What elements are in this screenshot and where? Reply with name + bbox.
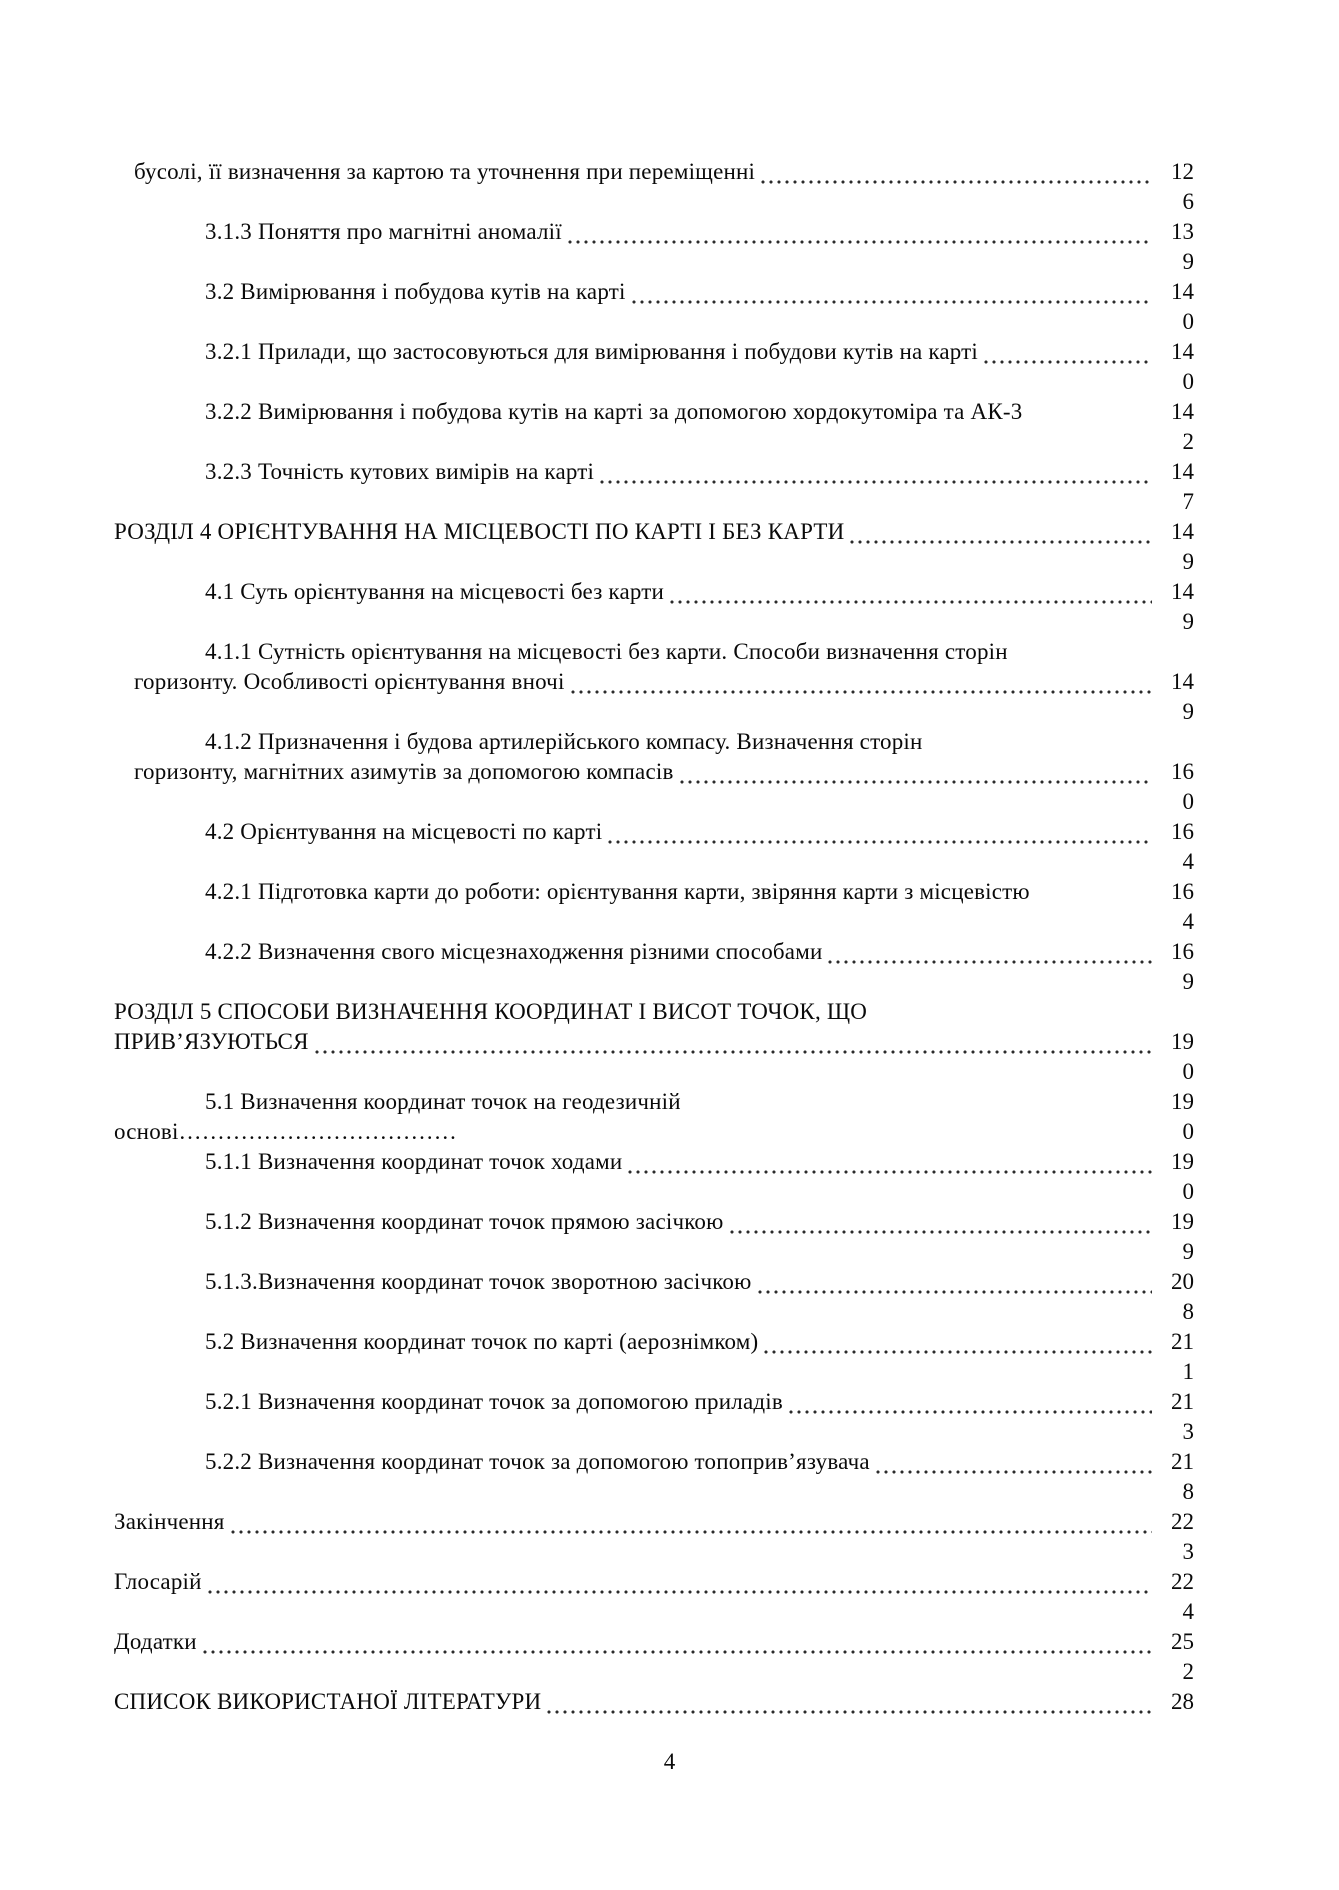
dot-leader — [685, 1087, 1152, 1117]
toc-entry-title: Додатки — [114, 1629, 197, 1654]
toc-line — [0, 1627, 1339, 1657]
toc-page-number: 9 — [1182, 1239, 1194, 1264]
toc-page-number: 9 — [1182, 699, 1194, 724]
toc-line — [0, 487, 1339, 517]
table-of-contents — [0, 157, 1339, 1717]
toc-entry-title: 3.1.3 Поняття про магнітні аномалії — [205, 219, 562, 244]
toc-line — [0, 337, 1339, 367]
toc-line — [0, 1387, 1339, 1417]
toc-line — [0, 757, 1339, 787]
page-number-footer: 4 — [663, 1749, 676, 1774]
toc-page-number: 19 — [1171, 1149, 1194, 1174]
toc-page-number: 1 — [1182, 1359, 1194, 1384]
toc-entry-title: 4.2 Орієнтування на місцевості по карті — [205, 819, 603, 844]
toc-page-number: 28 — [1171, 1689, 1194, 1714]
toc-page-number: 14 — [1171, 519, 1194, 544]
dot-leader — [118, 697, 1152, 727]
dot-leader — [762, 1327, 1152, 1357]
toc-page-number: 7 — [1182, 489, 1194, 514]
toc-line — [0, 1237, 1339, 1267]
toc-page-number: 14 — [1171, 579, 1194, 604]
toc-page-number: 14 — [1171, 279, 1194, 304]
toc-entry-title: 5.2.2 Визначення координат точок за допомогою топоприв’язувача — [205, 1449, 870, 1474]
toc-line — [0, 1207, 1339, 1237]
toc-entry-title: горизонту. Особливості орієнтування вночі — [134, 669, 565, 694]
toc-entry-title: 5.1.3.Визначення координат точок зворотною засічкою — [205, 1269, 752, 1294]
dot-leader — [598, 457, 1152, 487]
toc-line — [0, 1147, 1339, 1177]
toc-page-number: 16 — [1171, 879, 1194, 904]
toc-page-number: 0 — [1182, 369, 1194, 394]
dot-leader — [118, 487, 1152, 517]
dot-leader — [118, 1357, 1152, 1387]
toc-line — [0, 607, 1339, 637]
toc-line — [0, 907, 1339, 937]
dot-leader — [118, 1057, 1152, 1087]
dot-leader — [118, 967, 1152, 997]
toc-line — [0, 997, 1339, 1027]
dot-leader — [118, 427, 1152, 457]
dot-leader — [1034, 877, 1152, 907]
toc-page-number: 14 — [1171, 669, 1194, 694]
toc-entry-title: 5.1 Визначення координат точок на геодезичній — [205, 1089, 681, 1114]
toc-page-number: 22 — [1171, 1509, 1194, 1534]
dot-leader — [461, 1117, 1152, 1147]
toc-page-number: 9 — [1182, 609, 1194, 634]
toc-line — [0, 1267, 1339, 1297]
toc-line — [0, 1297, 1339, 1327]
toc-entry-title: СПИСОК ВИКОРИСТАНОЇ ЛІТЕРАТУРИ — [114, 1689, 542, 1714]
toc-line — [0, 637, 1339, 667]
dot-leader — [118, 307, 1152, 337]
toc-page-number: 25 — [1171, 1629, 1194, 1654]
toc-page-number: 0 — [1182, 309, 1194, 334]
dot-leader — [728, 1207, 1152, 1237]
toc-page-number: 4 — [1182, 849, 1194, 874]
toc-line — [0, 847, 1339, 877]
toc-page-number: 13 — [1171, 219, 1194, 244]
dot-leader — [678, 757, 1152, 787]
toc-entry-title: 5.2 Визначення координат точок по карті (аерознімком) — [205, 1329, 759, 1354]
dot-leader — [118, 187, 1152, 217]
toc-page-number: 0 — [1182, 1119, 1194, 1144]
toc-line — [0, 1087, 1339, 1117]
toc-line — [0, 577, 1339, 607]
dot-leader — [118, 1597, 1152, 1627]
toc-line — [0, 1057, 1339, 1087]
dot-leader — [871, 997, 1152, 1027]
toc-line — [0, 1597, 1339, 1627]
toc-entry-title: Закінчення — [114, 1509, 225, 1534]
toc-page-number: 19 — [1171, 1029, 1194, 1054]
toc-line — [0, 1177, 1339, 1207]
dot-leader — [229, 1507, 1152, 1537]
toc-entry-title: 3.2 Вимірювання і побудова кутів на карті — [205, 279, 626, 304]
toc-line — [0, 307, 1339, 337]
toc-line — [0, 967, 1339, 997]
toc-page-number: 3 — [1182, 1539, 1194, 1564]
toc-line — [0, 937, 1339, 967]
dot-leader — [756, 1267, 1152, 1297]
toc-line — [0, 1567, 1339, 1597]
dot-leader — [118, 847, 1152, 877]
toc-page-number: 8 — [1182, 1299, 1194, 1324]
dot-leader — [1012, 637, 1152, 667]
toc-entry-title: 4.1.2 Призначення і будова артилерійського компасу. Визначення сторін — [205, 729, 923, 754]
toc-entry-title: РОЗДІЛ 4 ОРІЄНТУВАННЯ НА МІСЦЕВОСТІ ПО КАРТІ І БЕЗ КАРТИ — [114, 519, 845, 544]
toc-line — [0, 1687, 1339, 1717]
dot-leader — [118, 247, 1152, 277]
toc-entry-title: РОЗДІЛ 5 СПОСОБИ ВИЗНАЧЕННЯ КООРДИНАТ І ВИСОТ ТОЧОК, ЩО — [114, 999, 868, 1024]
toc-line — [0, 367, 1339, 397]
dot-leader — [118, 367, 1152, 397]
toc-line — [0, 787, 1339, 817]
toc-page-number: 19 — [1171, 1209, 1194, 1234]
toc-line — [0, 727, 1339, 757]
dot-leader — [118, 1657, 1152, 1687]
toc-entry-title: горизонту, магнітних азимутів за допомогою компасів — [134, 759, 674, 784]
toc-entry-title: 3.2.3 Точність кутових вимірів на карті — [205, 459, 595, 484]
dot-leader — [201, 1627, 1152, 1657]
toc-page-number: 3 — [1182, 1419, 1194, 1444]
dot-leader — [826, 937, 1152, 967]
dot-leader — [118, 547, 1152, 577]
dot-leader — [118, 607, 1152, 637]
dot-leader — [630, 277, 1152, 307]
dot-leader — [759, 157, 1152, 187]
dot-leader — [569, 667, 1152, 697]
toc-line — [0, 217, 1339, 247]
toc-page-number: 12 — [1171, 159, 1194, 184]
toc-entry-title: Глосарій — [114, 1569, 202, 1594]
dot-leader — [606, 817, 1152, 847]
dot-leader — [118, 1237, 1152, 1267]
toc-line — [0, 1117, 1339, 1147]
toc-page-number: 21 — [1171, 1389, 1194, 1414]
dot-leader — [313, 1027, 1152, 1057]
dot-leader — [118, 787, 1152, 817]
dot-leader — [118, 1177, 1152, 1207]
toc-line — [0, 1537, 1339, 1567]
toc-line — [0, 187, 1339, 217]
toc-page-number: 16 — [1171, 759, 1194, 784]
toc-line — [0, 1507, 1339, 1537]
toc-page-number: 6 — [1182, 189, 1194, 214]
toc-page-number: 0 — [1182, 1179, 1194, 1204]
toc-entry-title: 4.1.1 Сутність орієнтування на місцевості без карти. Способи визначення сторін — [205, 639, 1008, 664]
dot-leader — [118, 1417, 1152, 1447]
toc-line — [0, 1657, 1339, 1687]
toc-page-number: 0 — [1182, 789, 1194, 814]
toc-entry-title: 3.2.1 Прилади, що застосовуються для вимірювання і побудови кутів на карті — [205, 339, 978, 364]
toc-page-number: 4 — [1182, 909, 1194, 934]
dot-leader — [1026, 397, 1152, 427]
toc-entry-title: 5.1.2 Визначення координат точок прямою засічкою — [205, 1209, 724, 1234]
toc-page-number: 4 — [1182, 1599, 1194, 1624]
toc-line — [0, 157, 1339, 187]
toc-page-number: 0 — [1182, 1059, 1194, 1084]
toc-entry-title: 4.2.2 Визначення свого місцезнаходження різними способами — [205, 939, 823, 964]
toc-line — [0, 397, 1339, 427]
toc-page-number: 9 — [1182, 969, 1194, 994]
toc-page-number: 21 — [1171, 1329, 1194, 1354]
toc-page-number: 14 — [1171, 399, 1194, 424]
toc-entry-title: основі……………………………… — [114, 1119, 457, 1144]
toc-line — [0, 277, 1339, 307]
dot-leader — [566, 217, 1152, 247]
toc-page-number: 2 — [1182, 1659, 1194, 1684]
toc-line — [0, 1417, 1339, 1447]
toc-page-number: 2 — [1182, 429, 1194, 454]
toc-page-number: 16 — [1171, 819, 1194, 844]
toc-entry-title: 4.2.1 Підготовка карти до роботи: орієнтування карти, звіряння карти з місцевістю — [205, 879, 1030, 904]
toc-page-number: 14 — [1171, 339, 1194, 364]
dot-leader — [118, 907, 1152, 937]
toc-page-number: 9 — [1182, 249, 1194, 274]
toc-page-number: 14 — [1171, 459, 1194, 484]
dot-leader — [626, 1147, 1152, 1177]
toc-entry-title: 4.1 Суть орієнтування на місцевості без карти — [205, 579, 665, 604]
toc-line — [0, 547, 1339, 577]
toc-page-number: 16 — [1171, 939, 1194, 964]
toc-entry-title: ПРИВ’ЯЗУЮТЬСЯ — [114, 1029, 309, 1054]
toc-entry-title: 5.1.1 Визначення координат точок ходами — [205, 1149, 623, 1174]
toc-line — [0, 1447, 1339, 1477]
toc-page-number: 20 — [1171, 1269, 1194, 1294]
dot-leader — [118, 1477, 1152, 1507]
toc-line — [0, 667, 1339, 697]
dot-leader — [927, 727, 1152, 757]
dot-leader — [206, 1567, 1152, 1597]
toc-page-number: 21 — [1171, 1449, 1194, 1474]
toc-line — [0, 427, 1339, 457]
dot-leader — [668, 577, 1152, 607]
dot-leader — [874, 1447, 1152, 1477]
toc-line — [0, 1027, 1339, 1057]
dot-leader — [118, 1297, 1152, 1327]
toc-line — [0, 877, 1339, 907]
toc-entry-title: бусолі, її визначення за картою та уточнення при переміщенні — [134, 159, 756, 184]
toc-page-number: 22 — [1171, 1569, 1194, 1594]
dot-leader — [848, 517, 1152, 547]
toc-line — [0, 517, 1339, 547]
toc-entry-title: 3.2.2 Вимірювання і побудова кутів на карті за допомогою хордокутоміра та АК-3 — [205, 399, 1023, 424]
toc-entry-title: 5.2.1 Визначення координат точок за допомогою приладів — [205, 1389, 783, 1414]
toc-page-number: 9 — [1182, 549, 1194, 574]
toc-line — [0, 247, 1339, 277]
toc-line — [0, 457, 1339, 487]
toc-line — [0, 1357, 1339, 1387]
toc-page-number: 8 — [1182, 1479, 1194, 1504]
toc-line — [0, 817, 1339, 847]
toc-line — [0, 697, 1339, 727]
toc-line — [0, 1327, 1339, 1357]
dot-leader — [545, 1687, 1152, 1717]
dot-leader — [982, 337, 1152, 367]
dot-leader — [787, 1387, 1152, 1417]
dot-leader — [118, 1537, 1152, 1567]
toc-line — [0, 1477, 1339, 1507]
toc-page-number: 19 — [1171, 1089, 1194, 1114]
